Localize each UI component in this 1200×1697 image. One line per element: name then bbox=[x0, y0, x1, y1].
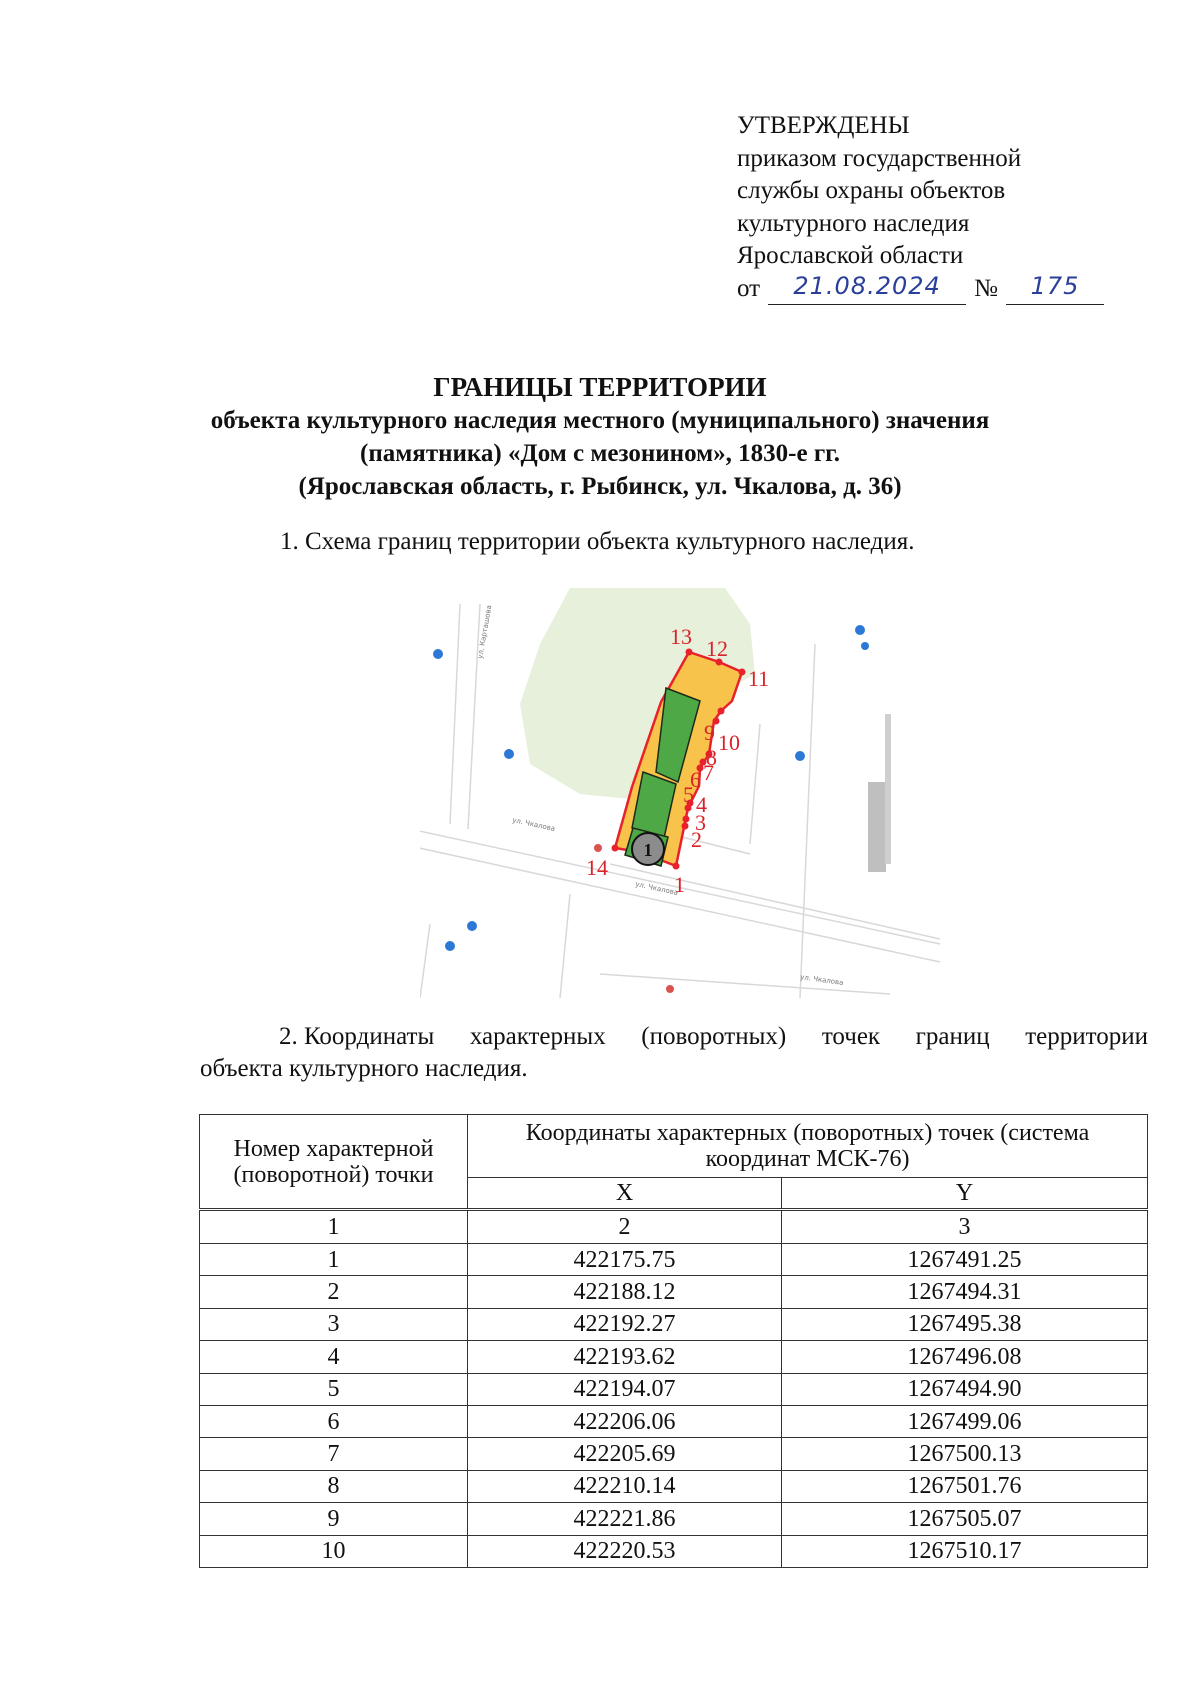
column-index: 3 bbox=[782, 1210, 1148, 1244]
point-number-cell: 1 bbox=[200, 1244, 468, 1276]
boundary-scheme-map bbox=[420, 584, 940, 998]
object-marker-number: 1 bbox=[643, 840, 653, 860]
table-index-row bbox=[200, 1210, 1148, 1244]
y-cell: 1267491.25 bbox=[782, 1244, 1148, 1276]
point-label: 12 bbox=[706, 636, 728, 661]
approval-date-number-line bbox=[737, 273, 1112, 306]
approval-line: приказом государственной bbox=[737, 144, 1022, 172]
street-label: ул. Чкалова bbox=[511, 816, 556, 834]
poi-icon bbox=[504, 749, 514, 759]
point-number-cell: 3 bbox=[200, 1308, 468, 1340]
boundary-point bbox=[682, 823, 689, 830]
date-field bbox=[768, 271, 966, 305]
x-cell: 422221.86 bbox=[468, 1503, 782, 1535]
word: 2. Координаты bbox=[279, 1023, 435, 1050]
y-cell: 1267496.08 bbox=[782, 1341, 1148, 1373]
y-cell: 1267494.31 bbox=[782, 1276, 1148, 1308]
word: территории bbox=[1025, 1023, 1148, 1050]
x-cell: 422193.62 bbox=[468, 1341, 782, 1373]
x-cell: 422206.06 bbox=[468, 1405, 782, 1437]
point-number-cell: 4 bbox=[200, 1341, 468, 1373]
x-cell: 422210.14 bbox=[468, 1470, 782, 1502]
y-cell: 1267505.07 bbox=[782, 1503, 1148, 1535]
point-label: 6 bbox=[690, 767, 701, 792]
point-number-cell: 8 bbox=[200, 1470, 468, 1502]
point-label: 5 bbox=[683, 782, 694, 807]
point-number-cell: 7 bbox=[200, 1438, 468, 1470]
date-value: 21.08.2024 bbox=[793, 271, 941, 300]
approval-line: культурного наследия bbox=[737, 209, 970, 237]
street-label: ул. Карташова bbox=[476, 604, 494, 660]
poi-icon bbox=[433, 649, 443, 659]
boundary-point bbox=[686, 649, 693, 656]
map-building bbox=[885, 714, 891, 864]
boundary-point bbox=[739, 669, 746, 676]
street-label: ул. Чкалова bbox=[634, 880, 679, 898]
poi-icon bbox=[467, 921, 477, 931]
coordinates-table bbox=[199, 1114, 1148, 1568]
map-building bbox=[868, 782, 886, 872]
poi-icon bbox=[861, 642, 869, 650]
point-label: 14 bbox=[586, 855, 608, 880]
boundary-point bbox=[612, 845, 619, 852]
point-label: 1 bbox=[674, 872, 685, 897]
from-label: от bbox=[737, 274, 761, 302]
y-cell: 1267500.13 bbox=[782, 1438, 1148, 1470]
point-label: 8 bbox=[706, 745, 717, 770]
word: границ bbox=[915, 1023, 990, 1050]
table-row bbox=[200, 1503, 1148, 1535]
table-row bbox=[200, 1341, 1148, 1373]
table-header-row bbox=[200, 1115, 1148, 1178]
x-cell: 422194.07 bbox=[468, 1373, 782, 1405]
approval-heading: УТВЕРЖДЕНЫ bbox=[737, 112, 910, 139]
word: (поворотных) bbox=[641, 1023, 787, 1050]
point-label: 7 bbox=[703, 760, 714, 785]
table-row bbox=[200, 1244, 1148, 1276]
y-cell: 1267510.17 bbox=[782, 1535, 1148, 1567]
title-line: объекта культурного наследия местного (муниципального) значения bbox=[210, 407, 990, 434]
word: точек bbox=[821, 1023, 881, 1050]
point-number-cell: 5 bbox=[200, 1373, 468, 1405]
section-1-heading: 1. Схема границ территории объекта культурного наследия. bbox=[280, 528, 915, 555]
poi-icon bbox=[445, 941, 455, 951]
y-cell: 1267499.06 bbox=[782, 1405, 1148, 1437]
y-cell: 1267501.76 bbox=[782, 1470, 1148, 1502]
boundary-point bbox=[718, 708, 725, 715]
point-label: 3 bbox=[695, 810, 706, 835]
header-y: Y bbox=[782, 1178, 1148, 1210]
point-label: 2 bbox=[691, 827, 702, 852]
table-row bbox=[200, 1308, 1148, 1340]
approval-block bbox=[737, 110, 1112, 305]
point-number-cell: 9 bbox=[200, 1503, 468, 1535]
section-2-heading bbox=[200, 1021, 1148, 1085]
point-number-cell: 2 bbox=[200, 1276, 468, 1308]
section-2-line-2: объекта культурного наследия. bbox=[200, 1055, 528, 1082]
table-row bbox=[200, 1373, 1148, 1405]
point-label: 9 bbox=[704, 720, 715, 745]
point-label: 10 bbox=[718, 730, 740, 755]
section-2-line-1 bbox=[200, 1021, 1148, 1053]
point-label: 11 bbox=[748, 666, 770, 691]
poi-icon bbox=[666, 985, 674, 993]
poi-icon bbox=[795, 751, 805, 761]
header-point-number: Номер характерной (поворотной) точки bbox=[200, 1115, 468, 1210]
boundary-point bbox=[683, 816, 690, 823]
table-row bbox=[200, 1276, 1148, 1308]
x-cell: 422192.27 bbox=[468, 1308, 782, 1340]
point-number-cell: 10 bbox=[200, 1535, 468, 1567]
x-cell: 422188.12 bbox=[468, 1276, 782, 1308]
poi-icon bbox=[855, 625, 865, 635]
table-row bbox=[200, 1535, 1148, 1567]
x-cell: 422175.75 bbox=[468, 1244, 782, 1276]
x-cell: 422220.53 bbox=[468, 1535, 782, 1567]
title-line: (памятника) «Дом с мезонином», 1830-е гг. bbox=[360, 440, 840, 467]
boundary-point bbox=[673, 863, 680, 870]
number-field bbox=[1006, 271, 1104, 305]
table-row bbox=[200, 1470, 1148, 1502]
y-cell: 1267495.38 bbox=[782, 1308, 1148, 1340]
title-line: ГРАНИЦЫ ТЕРРИТОРИИ bbox=[433, 372, 767, 402]
number-label: № bbox=[974, 274, 998, 302]
approval-line: Ярославской области bbox=[737, 242, 964, 269]
title-line: (Ярославская область, г. Рыбинск, ул. Чкалова, д. 36) bbox=[298, 473, 902, 500]
column-index: 1 bbox=[200, 1210, 468, 1244]
x-cell: 422205.69 bbox=[468, 1438, 782, 1470]
poi-icon bbox=[594, 844, 602, 852]
table-row bbox=[200, 1405, 1148, 1437]
street-label: ул. Чкалова bbox=[799, 973, 844, 988]
y-cell: 1267494.90 bbox=[782, 1373, 1148, 1405]
word: характерных bbox=[469, 1023, 606, 1050]
point-label: 4 bbox=[696, 792, 707, 817]
column-index: 2 bbox=[468, 1210, 782, 1244]
point-number-cell: 6 bbox=[200, 1405, 468, 1437]
table-row bbox=[200, 1438, 1148, 1470]
header-x: X bbox=[468, 1178, 782, 1210]
document-title bbox=[0, 370, 1200, 503]
header-coordinates: Координаты характерных (поворотных) точек (система координат МСК-76) bbox=[468, 1115, 1148, 1178]
approval-line: службы охраны объектов bbox=[737, 177, 1006, 204]
point-label: 13 bbox=[670, 624, 692, 649]
number-value: 175 bbox=[1030, 271, 1080, 300]
